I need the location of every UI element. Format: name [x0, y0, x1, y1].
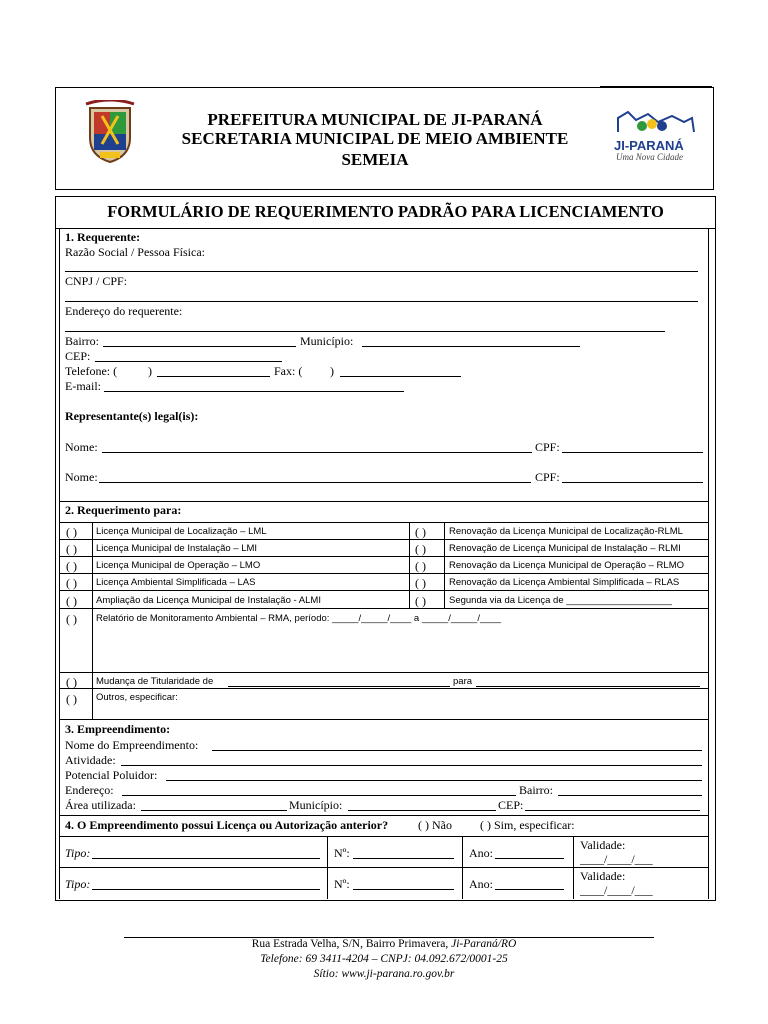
emp-endereco-field[interactable] [122, 795, 516, 796]
telefone-label: Telefone: ( [65, 364, 118, 378]
s1-heading: 1. Requerente: [65, 230, 141, 244]
endereco-label: Endereço do requerente: [65, 304, 183, 318]
area-field[interactable] [141, 810, 287, 811]
mudanca-field[interactable] [228, 686, 450, 687]
option-las: Licença Ambiental Simplificada – LAS [96, 577, 256, 588]
option-rma: Relatório de Monitoramento Ambiental – RMA, período: _____/_____/____ a _____/_____/____ [96, 613, 502, 624]
coat-of-arms-logo [82, 100, 138, 166]
atividade-label: Atividade: [65, 753, 116, 767]
checkbox-rma[interactable]: ( ) [66, 612, 77, 626]
checkbox-almi[interactable]: ( ) [66, 594, 77, 608]
endereco-field[interactable] [65, 331, 665, 332]
footer-address [0, 938, 768, 950]
s2-row-rule-5 [59, 608, 709, 609]
checkbox-las[interactable]: ( ) [66, 576, 77, 590]
option-rlml: Renovação da Licença Municipal de Localização-RLML [449, 526, 683, 537]
s2-col-rule-c [444, 522, 445, 608]
ano2-field[interactable] [495, 889, 564, 890]
s4-col-rule-b [462, 836, 463, 899]
cpf2-field[interactable] [562, 482, 703, 483]
s4-table-top [59, 836, 709, 837]
checkbox-rlml[interactable]: ( ) [415, 525, 426, 539]
tipo2-field[interactable] [92, 889, 320, 890]
validade2-label: Validade: [580, 869, 626, 883]
num2-field[interactable] [353, 889, 454, 890]
potencial-field[interactable] [166, 780, 702, 781]
checkbox-rlmo[interactable]: ( ) [415, 559, 426, 573]
razao-label: Razão Social / Pessoa Física: [65, 245, 205, 259]
s2-row-rule-3 [59, 573, 709, 574]
checkbox-lml[interactable]: ( ) [66, 525, 77, 539]
emp-cep-label: CEP: [498, 798, 524, 812]
s2-row-rule-7 [59, 688, 709, 689]
form-inner-left-border [59, 228, 60, 899]
checkbox-outros[interactable]: ( ) [66, 692, 77, 706]
cep-field[interactable] [95, 361, 282, 362]
checkbox-lmi[interactable]: ( ) [66, 542, 77, 556]
mudanca-para-field[interactable] [476, 686, 700, 687]
s4-col-rule-c [573, 836, 574, 899]
form-inner-right-border [708, 228, 709, 899]
city-logo-name: JI-PARANÁ [614, 138, 684, 153]
emp-nome-label: Nome do Empreendimento: [65, 738, 199, 752]
s2-col-rule-b [409, 522, 410, 608]
telefone-field[interactable] [157, 376, 270, 377]
option-outros: Outros, especificar: [96, 692, 178, 703]
cep-label: CEP: [65, 349, 91, 363]
cpf1-label: CPF: [535, 440, 560, 454]
header-title-1: PREFEITURA MUNICIPAL DE JI-PARANÁ [207, 110, 543, 129]
bairro-label: Bairro: [65, 334, 99, 348]
email-field[interactable] [104, 391, 404, 392]
s4-heading: 4. O Empreendimento possui Licença ou Autorização anterior? [65, 818, 389, 832]
potencial-label: Potencial Poluidor: [65, 768, 158, 782]
option-nao[interactable]: ( ) Não [418, 818, 452, 832]
option-rlmi: Renovação de Licença Municipal de Instalação – RLMI [449, 543, 681, 554]
razao-field[interactable] [65, 271, 698, 272]
fax-field[interactable] [340, 376, 461, 377]
ano1-field[interactable] [495, 858, 564, 859]
municipio-field[interactable] [362, 346, 580, 347]
form-title: FORMULÁRIO DE REQUERIMENTO PADRÃO PARA LICENCIAMENTO [107, 202, 664, 221]
area-label: Área utilizada: [65, 798, 136, 812]
mudanca-para: para [453, 676, 473, 687]
fax-label: Fax: ( [274, 364, 303, 378]
s2-row-rule-4 [59, 590, 709, 591]
checkbox-segunda-via[interactable]: ( ) [415, 594, 426, 608]
option-lml: Licença Municipal de Localização – LML [96, 526, 267, 537]
option-almi: Ampliação da Licença Municipal de Instalação - ALMI [96, 595, 321, 606]
city-logo-slogan: Uma Nova Cidade [616, 152, 683, 162]
header-top-rule [600, 86, 712, 87]
tipo1-label: Tipo: [65, 846, 91, 860]
tipo1-field[interactable] [92, 858, 320, 859]
cpf2-label: CPF: [535, 470, 560, 484]
option-rlmo: Renovação da Licença Municipal de Operação – RLMO [449, 560, 684, 571]
s2-row-rule-6 [59, 672, 709, 673]
footer-phone: Telefone: 69 3411-4204 – CNPJ: 04.092.672/0001-25 [260, 953, 508, 965]
footer-website[interactable]: Sítio: www.ji-parana.ro.gov.br [313, 968, 455, 980]
nome2-field[interactable] [99, 482, 531, 483]
ano2-label: Ano: [469, 877, 493, 891]
s2-row-rule-1 [59, 539, 709, 540]
section1-bottom-rule [59, 501, 709, 502]
fax-paren-close: ) [330, 364, 334, 378]
option-rlas: Renovação da Licença Ambiental Simplificada – RLAS [449, 577, 680, 588]
checkbox-rlmi[interactable]: ( ) [415, 542, 426, 556]
ano1-label: Ano: [469, 846, 493, 860]
num1-field[interactable] [353, 858, 454, 859]
nome1-label: Nome: [65, 440, 98, 454]
section3-bottom-rule [59, 815, 709, 816]
option-mudanca: Mudança de Titularidade de [96, 676, 214, 687]
option-lmo: Licença Municipal de Operação – LMO [96, 560, 261, 571]
header-title-2: SECRETARIA MUNICIPAL DE MEIO AMBIENTE [181, 129, 569, 148]
option-lmi: Licença Municipal de Instalação – LMI [96, 543, 258, 554]
emp-bairro-field[interactable] [558, 795, 702, 796]
num1-label: Nº: [334, 846, 350, 860]
s2-table-top [59, 522, 709, 523]
validade2-date[interactable]: ____/____/___ [580, 883, 653, 897]
checkbox-lmo[interactable]: ( ) [66, 559, 77, 573]
bairro-field[interactable] [103, 346, 296, 347]
s2-heading: 2. Requerimento para: [65, 503, 182, 517]
checkbox-rlas[interactable]: ( ) [415, 576, 426, 590]
emp-cep-field[interactable] [525, 810, 700, 811]
option-sim[interactable]: ( ) Sim, especificar: [480, 818, 575, 832]
s2-row-rule-2 [59, 556, 709, 557]
atividade-field[interactable] [121, 765, 702, 766]
nome2-label: Nome: [65, 470, 98, 484]
s4-col-rule-a [327, 836, 328, 899]
footer-address-city: Ji-Paraná/RO [451, 938, 517, 950]
section2-bottom-rule [59, 719, 709, 720]
tipo2-label: Tipo: [65, 877, 91, 891]
email-label: E-mail: [65, 379, 101, 393]
checkbox-mudanca[interactable]: ( ) [66, 675, 77, 689]
header-title-3: SEMEIA [341, 150, 409, 169]
emp-bairro-label: Bairro: [519, 783, 553, 797]
s3-heading: 3. Empreendimento: [65, 722, 171, 736]
footer-address-text: Rua Estrada Velha, S/N, Bairro Primavera, [251, 938, 449, 950]
nome1-field[interactable] [102, 452, 532, 453]
municipio-label: Município: [300, 334, 354, 348]
cpf1-field[interactable] [562, 452, 703, 453]
cnpj-field[interactable] [65, 301, 698, 302]
telefone-paren-close: ) [148, 364, 152, 378]
s4-row-rule [59, 867, 709, 868]
validade1-label: Validade: [580, 838, 626, 852]
emp-municipio-label: Município: [289, 798, 343, 812]
emp-nome-field[interactable] [212, 750, 702, 751]
city-logo [614, 108, 698, 164]
num2-label: Nº: [334, 877, 350, 891]
title-rule [55, 228, 715, 229]
s2-col-rule-a [92, 522, 93, 719]
representante-heading: Representante(s) legal(is): [65, 409, 199, 423]
emp-municipio-field[interactable] [348, 810, 496, 811]
cnpj-label: CNPJ / CPF: [65, 274, 128, 288]
validade1-date[interactable]: ____/____/___ [580, 852, 653, 866]
option-segunda-via: Segunda via da Licença de ____________________ [449, 595, 672, 606]
emp-endereco-label: Endereço: [65, 783, 114, 797]
